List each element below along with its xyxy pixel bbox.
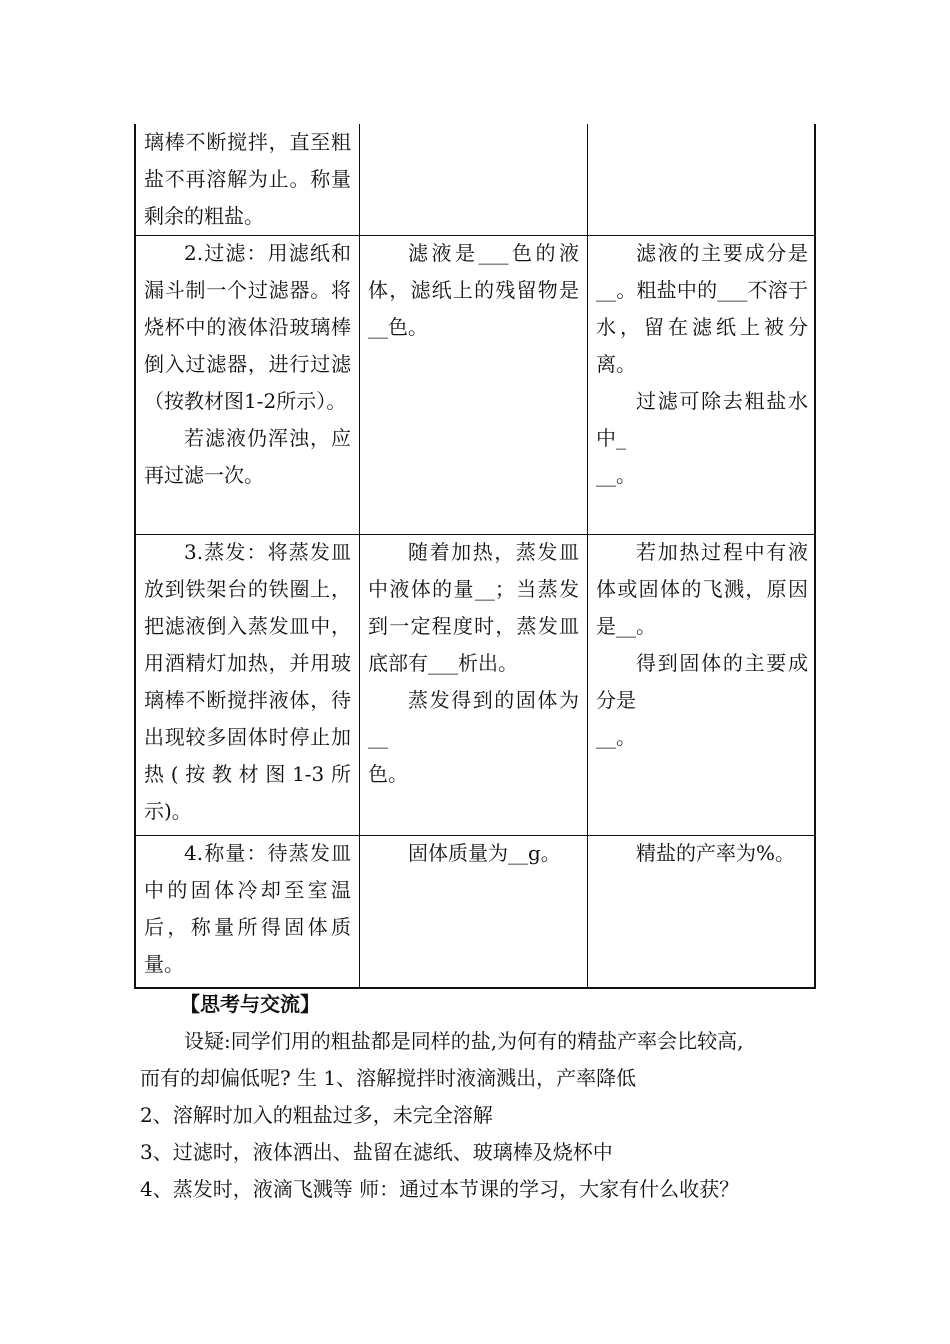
table-cell-step-evaporate xyxy=(136,534,359,830)
discussion-line: 设疑:同学们用的粗盐都是同样的盐,为何有的精盐产率会比较高, xyxy=(184,1029,744,1053)
table-cell-step-dissolve-cont xyxy=(136,124,359,235)
cell-text: 4.称量：待蒸发皿中的固体冷却至室温后，称量所得固体质量。 xyxy=(144,841,351,976)
cell-text: 得到固体的主要成分是 xyxy=(596,651,808,712)
discussion-line: 4、蒸发时，液滴飞溅等 师：通过本节课的学习，大家有什么收获？ xyxy=(140,1177,740,1201)
cell-text: __。 xyxy=(596,463,636,487)
table-cell-evaporate-conclusion xyxy=(588,534,816,756)
discussion-line: 3、过滤时，液体洒出、盐留在滤纸、玻璃棒及烧杯中 xyxy=(140,1140,613,1164)
table-cell-step-weigh xyxy=(136,835,359,983)
discussion-line: 而有的却偏低呢? 生 1、溶解搅拌时液滴溅出，产率降低 xyxy=(140,1066,637,1090)
cell-text: 若加热过程中有液体或固体的飞溅，原因是__。 xyxy=(596,540,808,638)
cell-text: 过滤可除去粗盐水中_ xyxy=(596,389,808,450)
cell-text: 色。 xyxy=(368,762,408,786)
cell-text: 若滤液仍浑浊，应再过滤一次。 xyxy=(144,426,351,487)
cell-text: __。 xyxy=(596,725,636,749)
discussion-section xyxy=(140,986,820,1208)
table-cell-step-filter xyxy=(136,235,359,494)
cell-text: 蒸发得到的固体为__ xyxy=(368,688,579,749)
cell-text: 精盐的产率为%。 xyxy=(636,841,796,865)
table-cell-filter-observation xyxy=(360,235,587,346)
discussion-line: 2、溶解时加入的粗盐过多，未完全溶解 xyxy=(140,1103,493,1127)
cell-text: 滤液是___色的液体，滤纸上的残留物是__色。 xyxy=(368,241,579,339)
cell-text: 随着加热，蒸发皿中液体的量__；当蒸发到一定程度时，蒸发皿底部有___析出。 xyxy=(368,540,579,675)
table-cell-weigh-conclusion xyxy=(588,835,816,872)
cell-text: 3.蒸发：将蒸发皿放到铁架台的铁圈上，把滤液倒入蒸发皿中，用酒精灯加热，并用玻璃棒不断搅拌液体，待出现较多固体时停止加热(按教材图1-3所示)。 xyxy=(144,540,351,823)
cell-text: 固体质量为__g。 xyxy=(408,841,561,865)
table-cell-filter-conclusion xyxy=(588,235,816,494)
cell-text: 2.过滤：用滤纸和漏斗制一个过滤器。将烧杯中的液体沿玻璃棒倒入过滤器，进行过滤（按教材图1-2所示）。 xyxy=(144,241,351,413)
cell-text: 璃棒不断搅拌，直至粗盐不再溶解为止。称量剩余的粗盐。 xyxy=(144,130,351,228)
table-cell-weigh-observation xyxy=(360,835,587,872)
experiment-table xyxy=(134,124,816,989)
cell-text: 滤液的主要成分是__。粗盐中的___不溶于水，留在滤纸上被分离。 xyxy=(596,241,808,376)
section-heading: 【思考与交流】 xyxy=(180,992,320,1016)
table-cell-evaporate-observation xyxy=(360,534,587,793)
